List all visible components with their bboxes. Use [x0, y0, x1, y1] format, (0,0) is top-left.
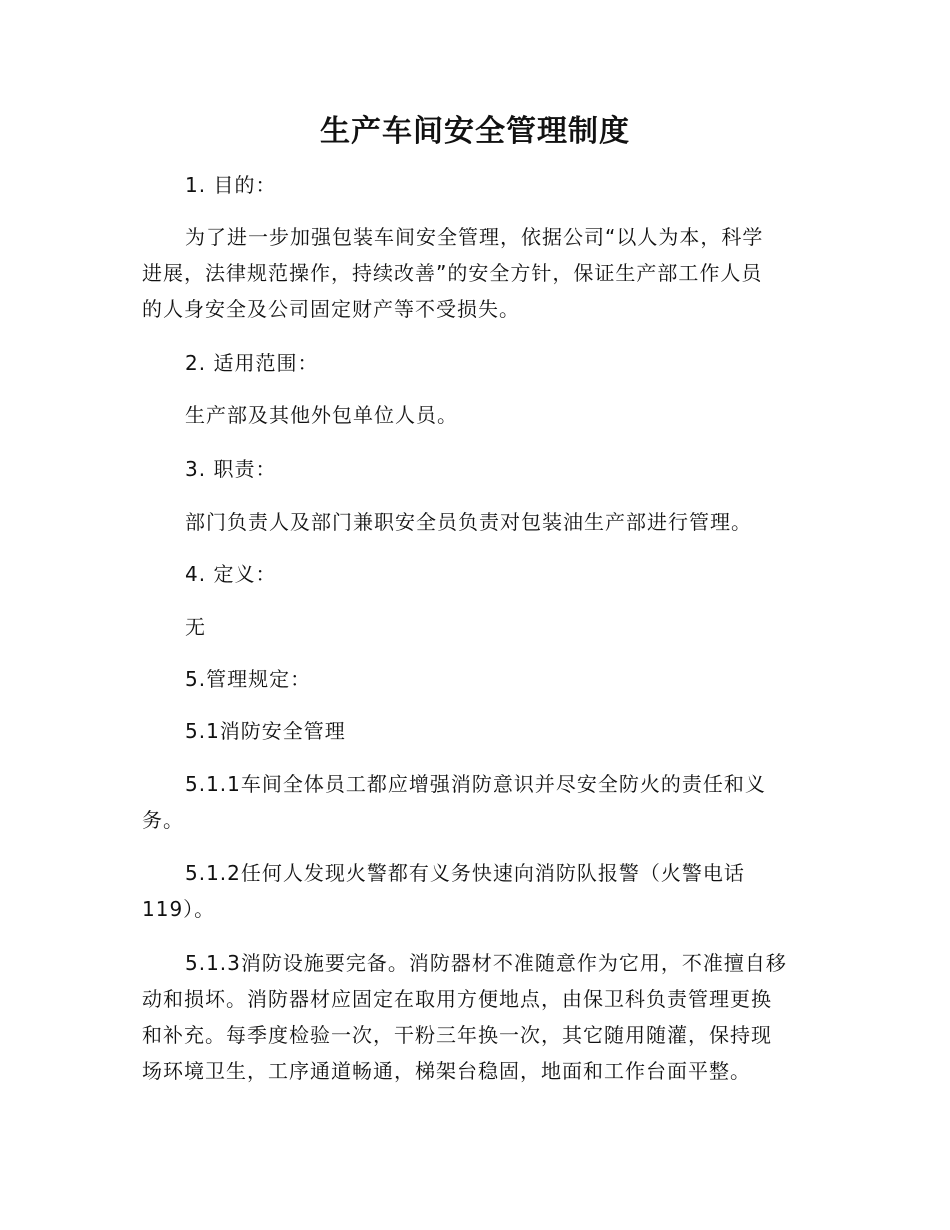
rule-5-1-3-line-3: 和补充。每季度检验一次，干粉三年换一次，其它随用随灌，保持现 — [142, 1023, 772, 1047]
rule-5-1-2-line-2: 119）。 — [142, 897, 216, 921]
scope-heading: 2. 适用范围： — [185, 351, 319, 375]
definition-text: 无 — [185, 615, 206, 639]
rule-5-1-1-line-1: 5.1.1车间全体员工都应增强消防意识并尽安全防火的责任和义 — [185, 772, 766, 796]
definition-heading: 4. 定义： — [185, 562, 277, 586]
rule-5-1-3-line-4: 场环境卫生，工序通道畅通，梯架台稳固，地面和工作台面平整。 — [142, 1059, 751, 1083]
rule-5-1-2-line-1: 5.1.2任何人发现火警都有义务快速向消防队报警（火警电话 — [185, 861, 745, 885]
scope-text: 生产部及其他外包单位人员。 — [185, 403, 458, 427]
rules-heading: 5.管理规定： — [185, 667, 312, 691]
document-title: 生产车间安全管理制度 — [320, 114, 630, 149]
purpose-text-line-1: 为了进一步加强包装车间安全管理，依据公司“以人为本，科学 — [185, 225, 764, 249]
fire-safety-heading: 5.1消防安全管理 — [185, 719, 346, 743]
rule-5-1-1-line-2: 务。 — [142, 808, 184, 832]
purpose-text-line-2: 进展，法律规范操作，持续改善”的安全方针，保证生产部工作人员 — [142, 261, 763, 285]
duty-text: 部门负责人及部门兼职安全员负责对包装油生产部进行管理。 — [185, 510, 752, 534]
rule-5-1-3-line-2: 动和损坏。消防器材应固定在取用方便地点，由保卫科负责管理更换 — [142, 987, 772, 1011]
purpose-heading: 1. 目的： — [185, 173, 277, 197]
rule-5-1-3-line-1: 5.1.3消防设施要完备。消防器材不准随意作为它用，不准擅自移 — [185, 951, 787, 975]
purpose-text-line-3: 的人身安全及公司固定财产等不受损失。 — [142, 297, 520, 321]
duty-heading: 3. 职责： — [185, 457, 277, 481]
